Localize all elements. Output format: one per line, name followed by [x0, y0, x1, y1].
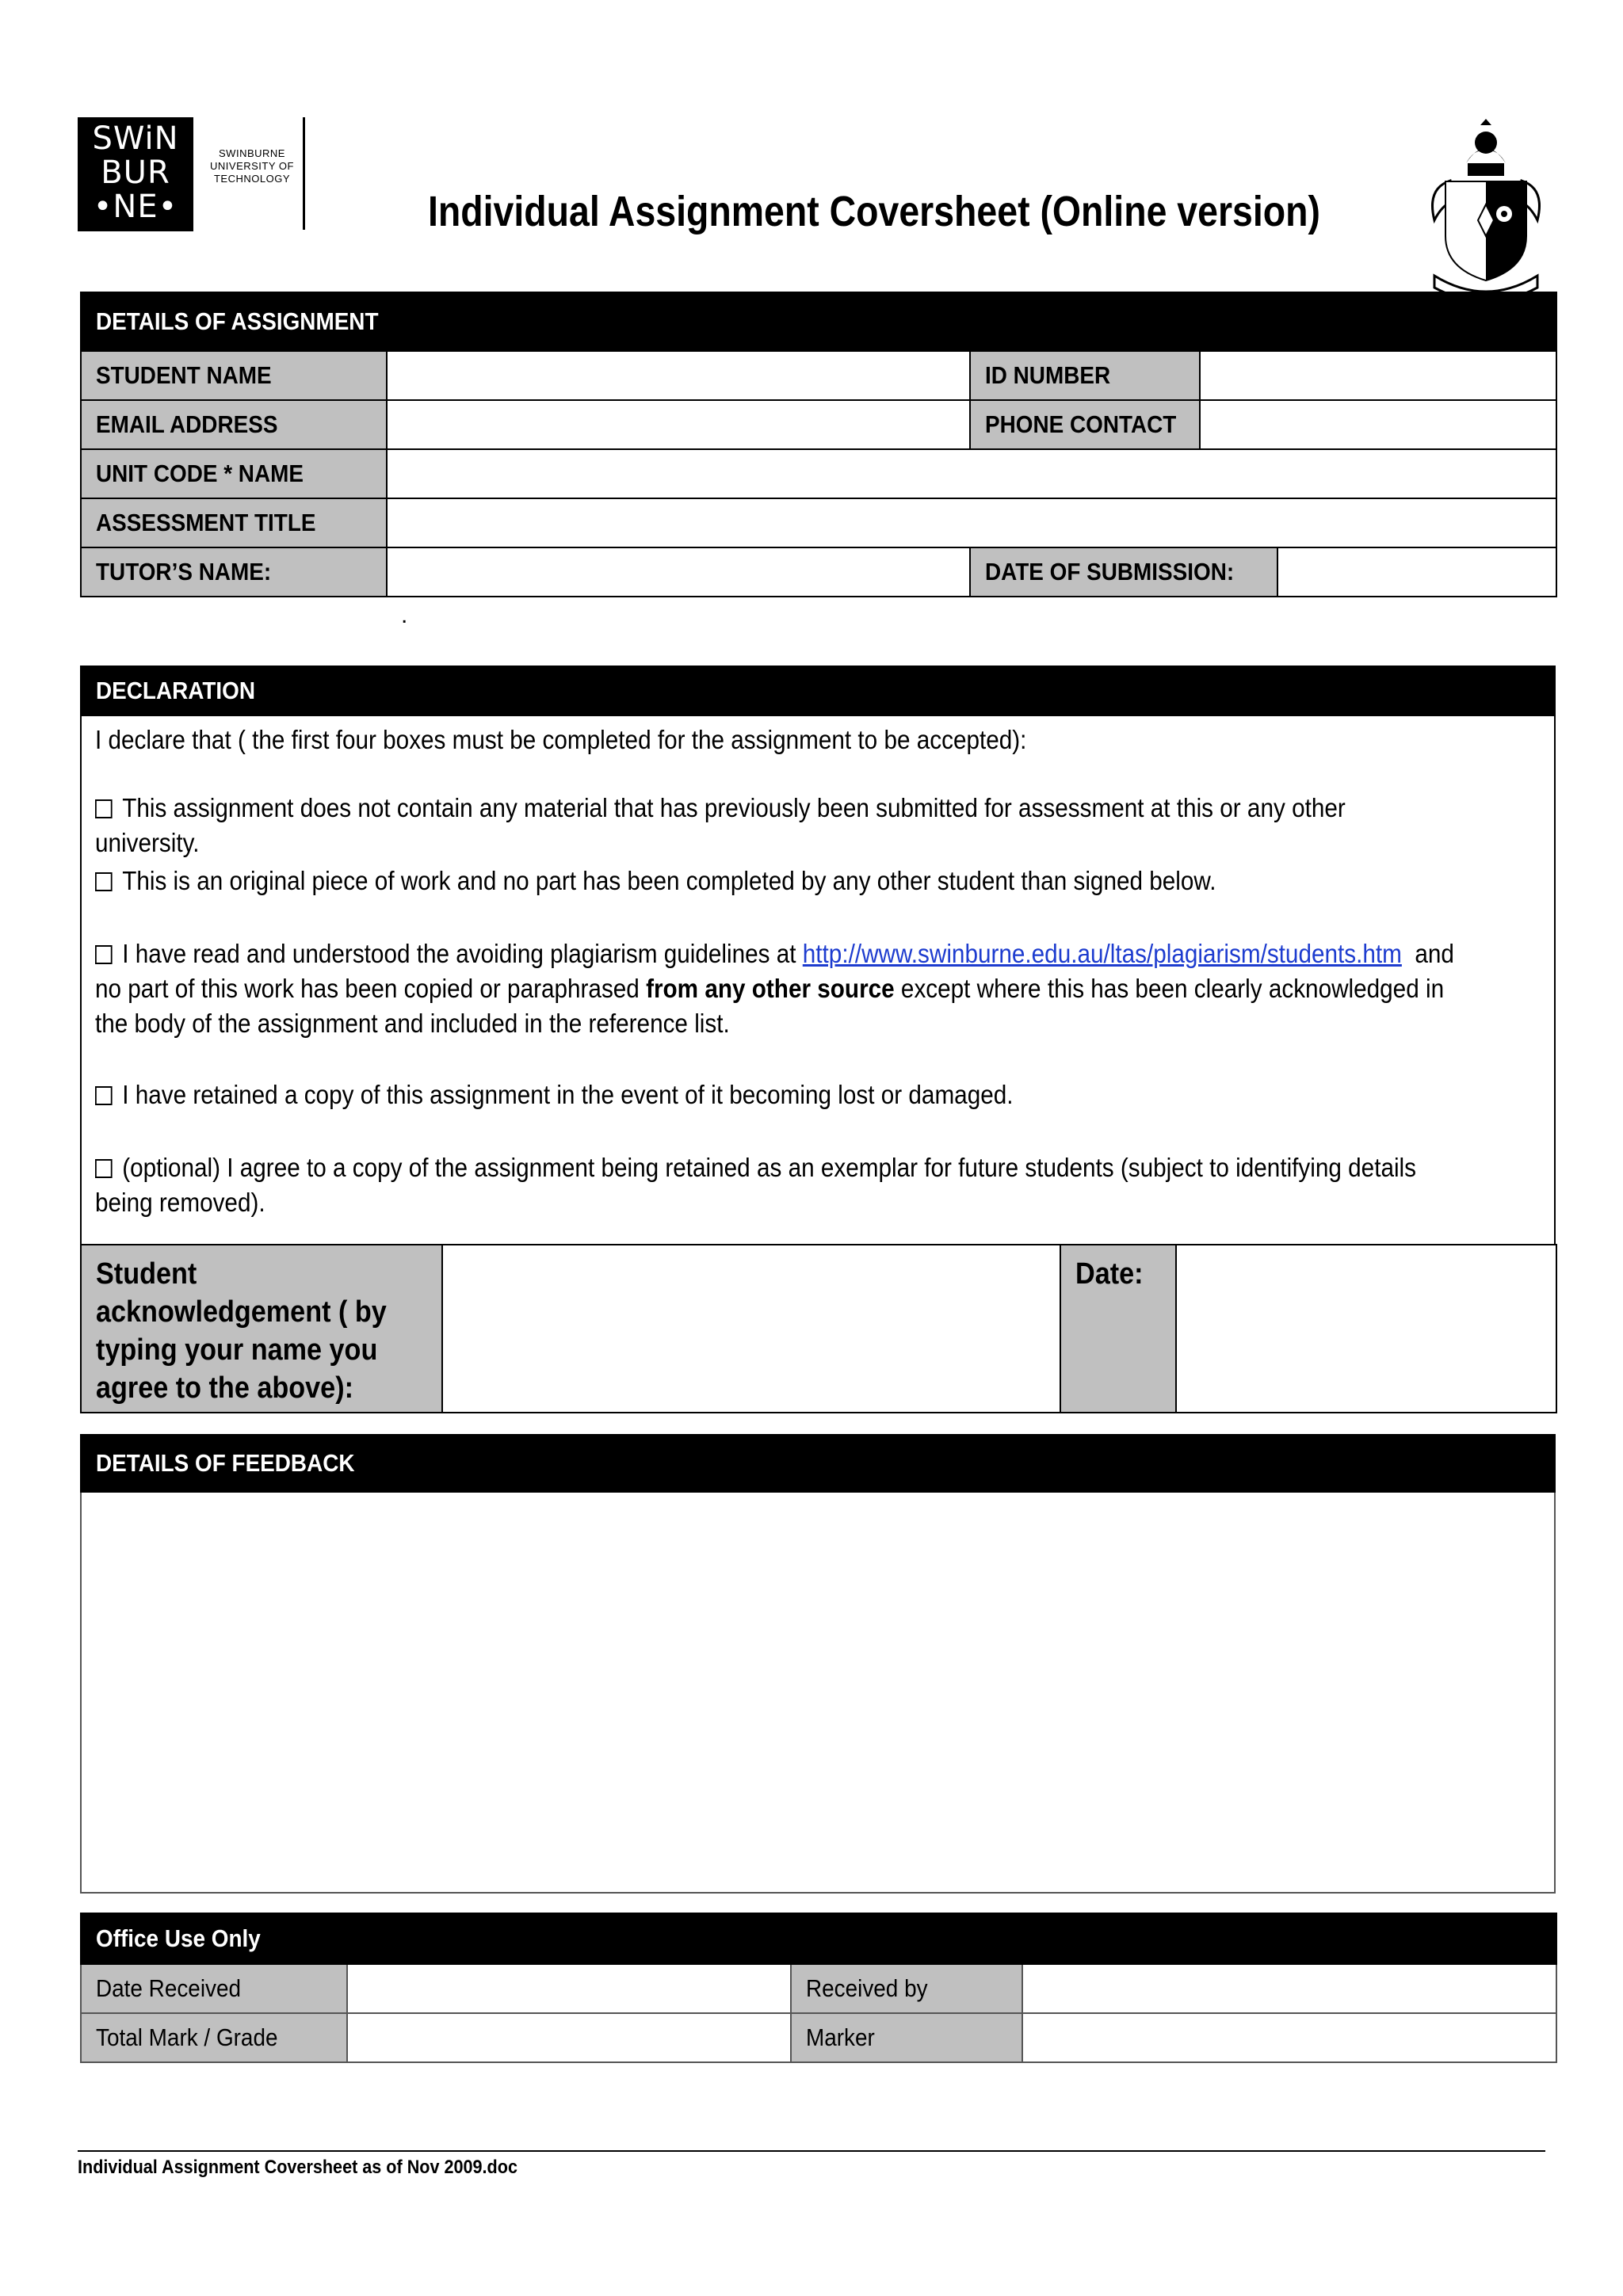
- assignment-details-table: [80, 292, 1557, 597]
- student-acknowledgement-label: Student acknowledgement ( by typing your name you agree to the above):: [81, 1245, 442, 1413]
- logo-line-3: •NE•: [93, 189, 178, 225]
- logo-text-line-1: SWINBURNE: [219, 147, 285, 159]
- received-by-field[interactable]: [1022, 1964, 1556, 2013]
- office-use-table: [80, 1913, 1557, 2063]
- declaration-checkbox-3[interactable]: [95, 945, 113, 964]
- logo-text-line-3: TECHNOLOGY: [213, 173, 290, 185]
- tutor-name-field[interactable]: [387, 547, 970, 597]
- acknowledgement-date-field[interactable]: [1176, 1245, 1556, 1413]
- email-label: EMAIL ADDRESS: [81, 400, 387, 449]
- declaration-item-3: I have read and understood the avoiding plagiarism guidelines at http://www.swinburne.edu.au/ltas/plagiarism/students.htm and no part of this work has been copied or paraphrased from any other source except where this has been clearly acknowledged in the body of the assignment and included in the reference list.: [95, 939, 1454, 1038]
- logo-text-line-2: UNIVERSITY OF: [210, 160, 294, 172]
- declaration-checkbox-1[interactable]: [95, 799, 113, 818]
- total-mark-label: Total Mark / Grade: [81, 2013, 347, 2062]
- declaration-item-5: (optional) I agree to a copy of the assignment being retained as an exemplar for future students (subject to identifying details being removed).: [95, 1153, 1417, 1217]
- assignment-details-header: DETAILS OF ASSIGNMENT: [81, 292, 1556, 351]
- received-by-label: Received by: [791, 1964, 1022, 2013]
- logo-divider: [303, 117, 305, 230]
- date-received-field[interactable]: [347, 1964, 791, 2013]
- id-number-label: ID NUMBER: [970, 351, 1200, 400]
- declaration-checkbox-5[interactable]: [95, 1159, 113, 1178]
- declaration-item-1: This assignment does not contain any material that has previously been submitted for assessment at this or any other university.: [95, 793, 1346, 857]
- logo-university-name: [204, 147, 300, 185]
- crest-icon: [1419, 117, 1553, 299]
- feedback-header: DETAILS OF FEEDBACK: [81, 1435, 1555, 1492]
- footer-divider: [78, 2150, 1545, 2152]
- logo-line-2: BUR: [101, 154, 170, 191]
- office-use-header: Office Use Only: [81, 1913, 1556, 1964]
- feedback-table: [80, 1434, 1556, 1894]
- declaration-checkbox-2[interactable]: [95, 872, 113, 891]
- page-title: Individual Assignment Coversheet (Online version): [428, 188, 1320, 235]
- student-acknowledgement-field[interactable]: [442, 1245, 1060, 1413]
- declaration-intro: I declare that ( the first four boxes must be completed for the assignment to be accepted):: [95, 725, 1027, 754]
- unit-code-field[interactable]: [387, 449, 1556, 498]
- email-field[interactable]: [387, 400, 970, 449]
- stray-dot: .: [401, 602, 408, 628]
- id-number-field[interactable]: [1200, 351, 1556, 400]
- declaration-header: DECLARATION: [80, 666, 1556, 716]
- tutor-name-label: TUTOR’S NAME:: [81, 547, 387, 597]
- assessment-title-label: ASSESSMENT TITLE: [81, 498, 387, 547]
- date-received-label: Date Received: [81, 1964, 347, 2013]
- acknowledgement-table: [80, 1244, 1557, 1413]
- unit-code-label: UNIT CODE * NAME: [81, 449, 387, 498]
- logo-line-1: SWiN: [92, 120, 179, 157]
- marker-label: Marker: [791, 2013, 1022, 2062]
- footer-filename: Individual Assignment Coversheet as of Nov 2009.doc: [78, 2157, 517, 2178]
- phone-contact-field[interactable]: [1200, 400, 1556, 449]
- feedback-field[interactable]: [81, 1492, 1555, 1893]
- total-mark-field[interactable]: [347, 2013, 791, 2062]
- declaration-item-2: This is an original piece of work and no part has been completed by any other student than signed below.: [95, 864, 1545, 898]
- student-name-label: STUDENT NAME: [81, 351, 387, 400]
- phone-contact-label: PHONE CONTACT: [970, 400, 1200, 449]
- declaration-checkbox-4[interactable]: [95, 1086, 113, 1105]
- date-of-submission-field[interactable]: [1277, 547, 1556, 597]
- marker-field[interactable]: [1022, 2013, 1556, 2062]
- assessment-title-field[interactable]: [387, 498, 1556, 547]
- declaration-item-4: I have retained a copy of this assignment in the event of it becoming lost or damaged.: [95, 1077, 1545, 1112]
- date-of-submission-label: DATE OF SUBMISSION:: [970, 547, 1277, 597]
- university-logo: [78, 117, 193, 231]
- acknowledgement-date-label: Date:: [1060, 1245, 1176, 1413]
- plagiarism-guidelines-link[interactable]: http://www.swinburne.edu.au/ltas/plagiarism/students.htm: [802, 939, 1402, 968]
- student-name-field[interactable]: [387, 351, 970, 400]
